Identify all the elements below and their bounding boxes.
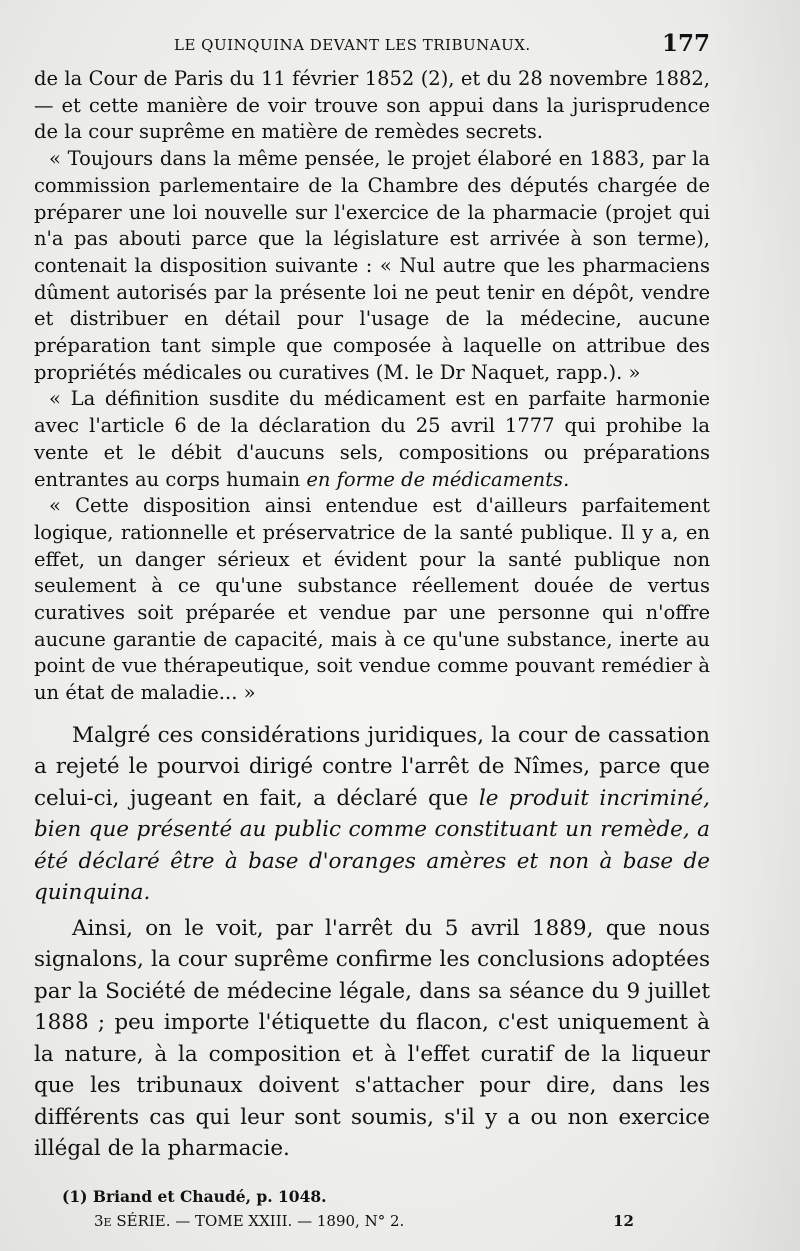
paragraph-5 <box>34 720 710 909</box>
paragraph-5-text: Malgré ces considérations juridiques, la cour de cassation a rejeté le pourvoi dirigé contre l'arrêt de Nîmes, parce que celui-ci, jugeant en fait, a déclaré que <box>34 722 710 811</box>
paragraph-3-text: « La définition susdite du médicament est en parfaite harmonie avec l'article 6 de la déclaration du 25 avril 1777 qui prohibe la vente et le débit d'aucuns sels, compositions ou préparations entrantes au corps humain <box>34 387 710 491</box>
quoted-section <box>34 66 710 707</box>
page-number: 177 <box>661 30 710 57</box>
footnote: (1) Briand et Chaudé, p. 1048. <box>62 1187 327 1206</box>
page-footer <box>94 1212 634 1230</box>
paragraph-3-italic: en forme de médicaments. <box>306 467 570 491</box>
page-edge-shadow <box>710 0 800 1251</box>
page-body <box>34 66 710 1165</box>
main-section <box>34 720 710 1165</box>
running-title: LE QUINQUINA DEVANT LES TRIBUNAUX. <box>174 36 531 54</box>
paragraph-2: « Toujours dans la même pensée, le projet élaboré en 1883, par la commission parlementaire de la Chambre des députés chargée de préparer une loi nouvelle sur l'exercice de la pharmacie (projet qui n'a pas abouti parce que la législature est arrivée à son terme), contenait la disposition suivante : « Nul autre que les pharmaciens dûment autorisés par la présente loi ne peut tenir en dépôt, vendre et distribuer en détail pour l'usage de la médecine, aucune préparation tant simple que composée à laquelle on attribue des propriétés médicales ou curatives (M. le Dr Naquet, rapp.). » <box>34 147 710 384</box>
paragraph-3 <box>34 386 710 493</box>
running-header <box>34 30 710 60</box>
paragraph-4: « Cette disposition ainsi entendue est d'ailleurs parfaitement logique, rationnelle et préservatrice de la santé publique. Il y a, en effet, un danger sérieux et évident pour la santé publique non seulement à ce qu'une substance réellement douée de vertus curatives soit préparée et vendue par une personne qui n'offre aucune garantie de capacité, mais à ce qu'une substance, inerte au point de vue thérapeutique, soit vendue comme pouvant remédier à un état de maladie... » <box>34 494 710 705</box>
paragraph-1: de la Cour de Paris du 11 février 1852 (2), et du 28 novembre 1882, — et cette manière de voir trouve son appui dans la jurisprudence de la cour suprême en matière de remèdes secrets. <box>34 67 710 144</box>
paragraph-5-italic: le produit incriminé, bien que présenté au public comme constituant un remède, a été déclaré être à base d'oranges amères et non à base de quinquina. <box>34 785 710 906</box>
paragraph-6: Ainsi, on le voit, par l'arrêt du 5 avril 1889, que nous signalons, la cour suprême confirme les conclusions adoptées par la Société de médecine légale, dans sa séance du 9 juillet 1888 ; peu importe l'étiquette du flacon, c'est uniquement à la nature, à la composition et à l'effet curatif de la liqueur que les tribunaux doivent s'attacher pour dire, dans les différents cas qui leur sont soumis, s'il y a ou non exercice illégal de la pharmacie. <box>34 915 710 1162</box>
series-info: 3e SÉRIE. — TOME XXIII. — 1890, N° 2. <box>94 1212 405 1230</box>
signature-mark: 12 <box>613 1212 634 1230</box>
